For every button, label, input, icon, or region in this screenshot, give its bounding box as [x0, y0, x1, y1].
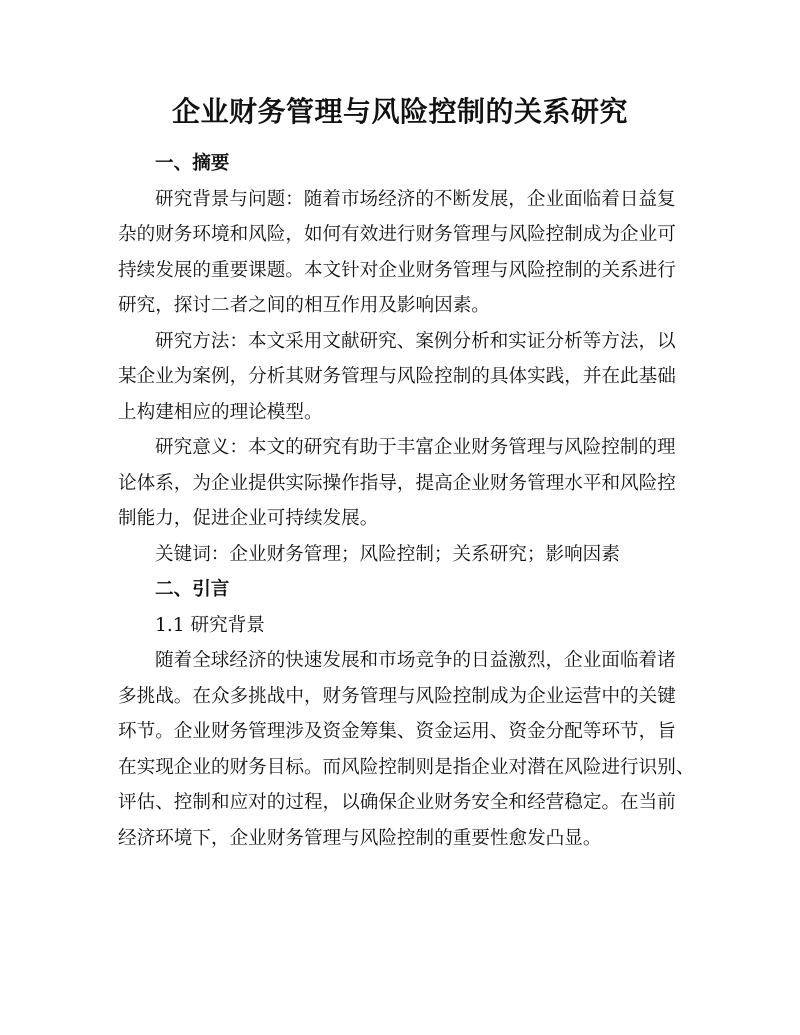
- background-paragraph-line-1: 随着全球经济的快速发展和市场竞争的日益激烈，企业面临着诸: [155, 650, 676, 671]
- abstract-significance-line-2: 论体系，为企业提供实际操作指导，提高企业财务管理水平和风险控: [118, 472, 676, 494]
- abstract-method-line-2: 某企业为案例，分析其财务管理与风险控制的具体实践，并在此基础: [118, 366, 676, 387]
- abstract-significance-line-3: 制能力，促进企业可持续发展。: [118, 508, 379, 529]
- background-paragraph-line-5: 评估、控制和应对的过程，以确保企业财务安全和经营稳定。在当前: [118, 792, 676, 813]
- background-paragraph-line-4: 在实现企业的财务目标。而风险控制则是指企业对潜在风险进行识别、: [118, 756, 695, 778]
- abstract-background-line-2: 杂的财务环境和风险，如何有效进行财务管理与风险控制成为企业可: [118, 224, 676, 245]
- document-title: 企业财务管理与风险控制的关系研究: [171, 95, 628, 128]
- abstract-method-line-1: 研究方法：本文采用文献研究、案例分析和实证分析等方法，以: [155, 330, 676, 352]
- abstract-background-line-1: 研究背景与问题：随着市场经济的不断发展，企业面临着日益复: [155, 188, 676, 210]
- background-paragraph-line-2: 多挑战。在众多挑战中，财务管理与风险控制成为企业运营中的关键: [118, 685, 676, 707]
- abstract-background-line-4: 研究，探讨二者之间的相互作用及影响因素。: [118, 295, 490, 316]
- abstract-method-line-3: 上构建相应的理论模型。: [118, 401, 323, 423]
- section-heading-abstract: 一、摘要: [155, 153, 230, 174]
- abstract-background-line-3: 持续发展的重要课题。本文针对企业财务管理与风险控制的关系进行: [118, 259, 676, 281]
- document-body: [118, 146, 695, 856]
- background-paragraph-line-6: 经济环境下，企业财务管理与风险控制的重要性愈发凸显。: [118, 827, 602, 849]
- keywords-line: 关键词：企业财务管理；风险控制；关系研究；影响因素: [155, 543, 620, 565]
- section-heading-introduction: 二、引言: [155, 579, 230, 600]
- abstract-significance-line-1: 研究意义：本文的研究有助于丰富企业财务管理与风险控制的理: [155, 437, 676, 458]
- subsection-heading-background: 1.1 研究背景: [155, 614, 265, 636]
- background-paragraph-line-3: 环节。企业财务管理涉及资金筹集、资金运用、资金分配等环节，旨: [118, 721, 676, 742]
